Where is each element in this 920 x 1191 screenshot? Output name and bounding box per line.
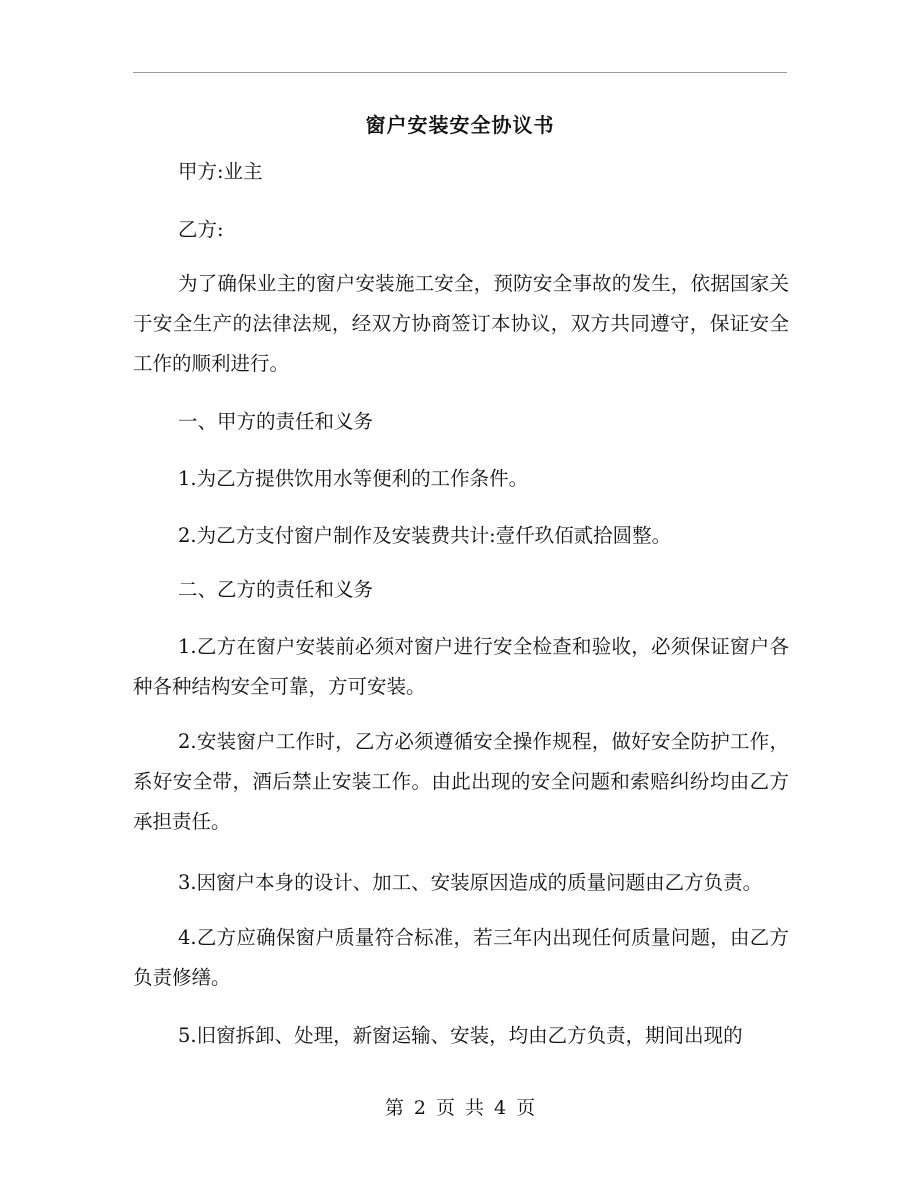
party-b-clause-5: 5.旧窗拆卸、处理，新窗运输、安装，均由乙方负责，期间出现的: [178, 1024, 743, 1047]
preamble-paragraph: 为了确保业主的窗户安装施工安全，预防安全事故的发生，依据国家关于安全生产的法律法规，经双方协商签订本协议，双方共同遵守，保证安全工作的顺利进行。: [133, 272, 789, 375]
party-b-line: 乙方:: [178, 218, 224, 241]
section-heading-party-b: 二、乙方的责任和义务: [178, 578, 374, 601]
party-b-clause-1: 1.乙方在窗户安装前必须对窗户进行安全检查和验收，必须保证窗户各种各种结构安全可靠，方可安装。: [133, 635, 789, 698]
party-b-clause-4: 4.乙方应确保窗户质量符合标准，若三年内出现任何质量问题，由乙方负责修缮。: [133, 926, 789, 989]
party-a-clause-2: 2.为乙方支付窗户制作及安装费共计:壹仟玖佰贰拾圆整。: [178, 524, 672, 547]
party-b-clause-3: 3.因窗户本身的设计、加工、安装原因造成的质量问题由乙方负责。: [178, 871, 763, 894]
party-a-line: 甲方:业主: [178, 160, 263, 183]
document-title: 窗户安装安全协议书: [365, 113, 555, 137]
party-a-clause-1: 1.为乙方提供饮用水等便利的工作条件。: [178, 467, 529, 490]
party-b-clause-2: 2.安装窗户工作时，乙方必须遵循安全操作规程，做好安全防护工作，系好安全带，酒后禁止安装工作。由此出现的安全问题和索赔纠纷均由乙方承担责任。: [133, 730, 789, 833]
page-number-footer: 第 2 页 共 4 页: [384, 1097, 536, 1119]
header-rule: [133, 72, 787, 73]
section-heading-party-a: 一、甲方的责任和义务: [178, 410, 374, 433]
